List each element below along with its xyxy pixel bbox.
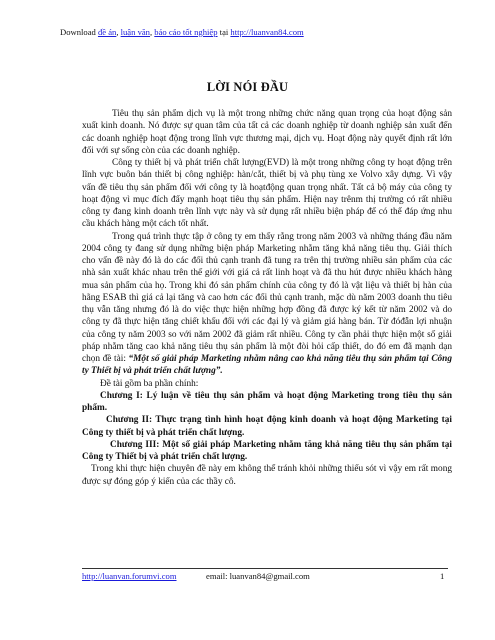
header-link-luan-van[interactable]: luận văn (120, 27, 150, 37)
footer-email: email: luanvan84@gmail.com (206, 571, 310, 581)
page-number: 1 (440, 571, 445, 581)
header-separator: , (149, 27, 155, 37)
header-link-de-an[interactable]: đề án (97, 27, 117, 37)
header-link-site[interactable]: http://luanvan84.com (230, 27, 304, 37)
paragraph-company: Công ty thiết bị và phát triển chất lượng(EVD) là một trong những công ty hoạt động trên lĩnh vực buôn bán thiết bị công nghiệp: hàn/cắt, thiết bị và phụ tùng xe Volvo xây dựng. Vì vậy vấn đề tiêu thụ sản phẩm đối với công ty là hoạtđộng quan trọng nhất. Tất cả bộ máy của công ty hoạt động vì mục đích đẩy mạnh hoạt tiêu thụ sản phẩm. Hiện nay trênm thị trường có rất nhiều công ty đang kinh doanh trên lĩnh vực này và sử dụng rất nhiều biện pháp để có thể đáp ứng nhu cầu khách hàng một cách tốt nhất. (82, 158, 452, 230)
download-header (60, 27, 460, 37)
paragraph-outline: Đề tài gồm ba phần chính: (100, 378, 199, 389)
page-footer (82, 571, 452, 581)
header-prefix: Download (60, 27, 98, 37)
header-link-bao-cao[interactable]: báo cáo tốt nghiệp (154, 27, 218, 37)
paragraph-intro: Tiêu thụ sản phẩm dịch vụ là một trong những chức năng quan trọng của hoạt động sản xuất kinh doanh. Nó được sự quan tâm của tất cả các doanh nghiệp từ doanh nghiệp sản xuất đến các doanh nghiệp hoạt động trong lĩnh vực thương mại, dịch vụ. Hoạt động này quyết định rất lớn đối với sự sống còn của các doanh nghiệp. (82, 109, 452, 156)
paragraph-closing: Trong khi thực hiện chuyên đề này em không thể tránh khỏi những thiếu sót vì vậy em rất mong được sự đóng góp ý kiến của các thầy cô. (82, 464, 452, 487)
header-middle-text: tại (217, 27, 231, 37)
header-separator: , (116, 27, 121, 37)
chapter-2: Chương II: Thực trạng tình hình hoạt động kinh doanh và hoạt động Marketing tại Công ty thiết bị và phát triển chất lượng. (82, 415, 452, 438)
topic-title: “Một số giải pháp Marketing nhằm nâng cao khả năng tiêu thụ sản phẩm tại Công ty Thiết bị và phát triển chất lượng”. (82, 354, 452, 377)
page-title: LỜI NÓI ĐẦU (206, 80, 289, 94)
document-body (82, 108, 452, 488)
footer-forum-link[interactable]: http://luanvan.forumvi.com (82, 571, 177, 581)
paragraph-internship (82, 231, 452, 378)
footer-divider (82, 568, 448, 569)
chapter-3: Chương III: Một số giải pháp Marketing nhằm tăng khả năng tiêu thụ sản phẩm tại Công ty Thiết bị và phát triển chất lượng. (82, 439, 452, 462)
chapter-1: Chương I: Lý luận về tiêu thụ sản phẩm và hoạt động Marketing trong tiêu thụ sản phẩm. (82, 390, 452, 413)
paragraph-internship-text: Trong quá trình thực tập ở công ty em thấy rằng trong năm 2003 và những tháng đầu năm 2004 công ty đang sử dụng những biện pháp Marketing nhằm tăng khả năng tiêu thụ. Giải thích cho vấn đề này đó là do các đối thủ cạnh tranh đã tung ra trên thị trường nhiều sản phẩm của các nhà sản xuất khác nhau trên thế giới với giá cả rất linh hoạt và đã thu hút được nhiều khách hàng mua sản phẩm của họ. Trong khi đó sản phẩm chính của công ty đó là vật liệu và thiết bị hàn của hãng ESAB thì giá cả lại tăng và cao hơn các đối thủ cạnh tranh, mặc dù năm 2003 doanh thu tiêu thụ vẫn tăng nhưng đó là do việc thực hiện những hợp đồng đã được ký kết từ năm 2002 và do công ty đã thực hiện tăng chiết khấu đối với các đại lý và giảm giá hàng bán. Từ đóđẫn lợi nhuận của công ty năm 2003 so với năm 2002 đã giảm rất nhiều. Công ty cần phải thực hiện một số giải pháp nhằm tăng cao khả năng tiêu thụ sản phẩm là một đòi hỏi cấp thiết, do đó em đã mạnh dạn chọn đề tài: (82, 231, 452, 364)
